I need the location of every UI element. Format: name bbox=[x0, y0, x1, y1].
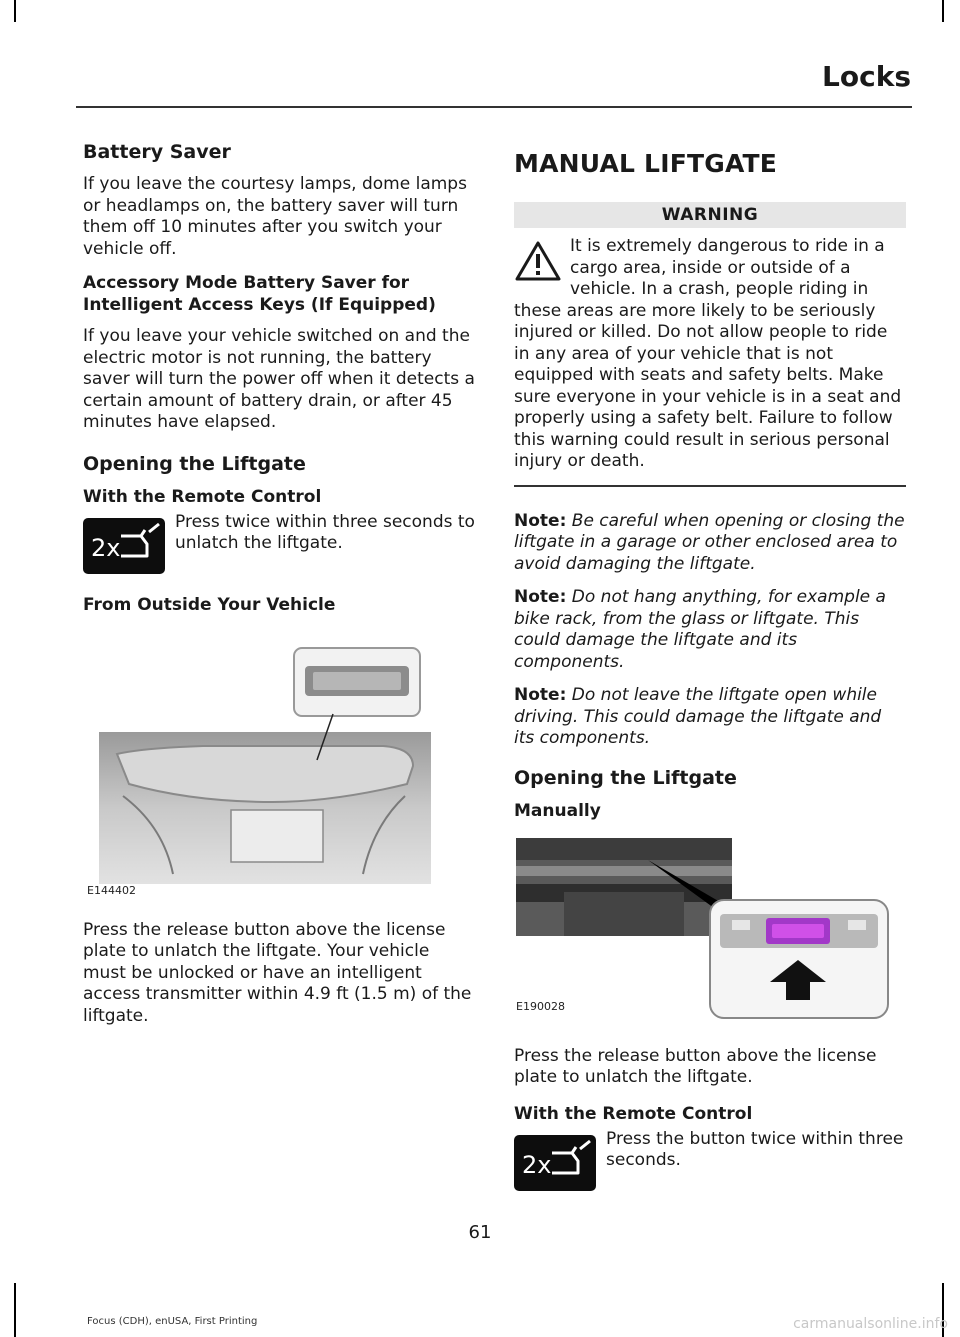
remote-text: Press the button twice within three seconds. bbox=[606, 1128, 904, 1170]
printing-info: Focus (CDH), enUSA, First Printing bbox=[87, 1316, 258, 1327]
note-label: Note: bbox=[514, 685, 567, 705]
figure-id: E190028 bbox=[516, 999, 565, 1013]
remote-icon-label: 2x bbox=[522, 1150, 552, 1179]
opening-liftgate-heading: Opening the Liftgate bbox=[514, 766, 737, 789]
warning-banner: WARNING bbox=[514, 202, 906, 228]
opening-liftgate-heading: Opening the Liftgate bbox=[83, 452, 306, 475]
battery-saver-text: If you leave the courtesy lamps, dome lamps or headlamps on, the battery saver will turn them off 10 minutes after you switch your vehicle off. bbox=[83, 174, 467, 259]
outside-text: Press the release button above the license plate to unlatch the liftgate. Your vehicle must be unlocked or have an intelligent access transmitter within 4.9 ft (1.5 m) of the liftgate. bbox=[83, 919, 472, 1026]
section-title: Locks bbox=[822, 60, 911, 93]
release-text: Press the release button above the license plate to unlatch the liftgate. bbox=[514, 1045, 877, 1087]
accessory-heading: Accessory Mode Battery Saver for Intelligent Access Keys (If Equipped) bbox=[83, 273, 436, 315]
note-3 bbox=[514, 685, 906, 750]
manual-liftgate-heading: MANUAL LIFTGATE bbox=[514, 149, 778, 178]
liftgate-release-figure bbox=[83, 626, 475, 906]
manual-release-illustration bbox=[514, 832, 906, 1020]
remote-liftgate-icon bbox=[83, 518, 165, 574]
note-label: Note: bbox=[514, 510, 567, 531]
warning-box bbox=[514, 236, 906, 485]
remote-control-heading: With the Remote Control bbox=[83, 486, 322, 507]
crop-mark bbox=[14, 0, 16, 22]
accessory-text: If you leave your vehicle switched on and the electric motor is not running, the battery saver will turn the power off when it detects a certain amount of battery drain, or after 45 minutes have elapsed. bbox=[83, 326, 475, 432]
crop-mark bbox=[942, 0, 944, 22]
crop-mark bbox=[14, 1283, 16, 1337]
outside-vehicle-heading: From Outside Your Vehicle bbox=[83, 594, 336, 615]
liftgate-illustration bbox=[83, 626, 475, 898]
note-text: Do not leave the liftgate open while driving. This could damage the liftgate and its components. bbox=[514, 685, 882, 748]
warning-divider bbox=[514, 485, 906, 487]
remote-instruction bbox=[83, 511, 475, 578]
figure-id: E144402 bbox=[87, 883, 136, 897]
remote-instruction bbox=[514, 1128, 906, 1195]
remote-icon-label: 2x bbox=[91, 533, 121, 562]
warning-text: It is extremely dangerous to ride in a cargo area, inside or outside of a vehicle. In a crash, people riding in these areas are more likely to be seriously injured or killed. Do not allow people to ride in any area of your vehicle that is not equipped with seats and safety belts. Make sure everyone in your vehicle is in a seat and properly using a safety belt. Failure to follow this warning could result in serious personal injury or death. bbox=[514, 236, 902, 471]
note-text: Do not hang anything, for example a bike rack, from the glass or liftgate. This could damage the liftgate and its components. bbox=[514, 587, 886, 672]
remote-control-heading: With the Remote Control bbox=[514, 1103, 753, 1124]
watermark: carmanualsonline.info bbox=[793, 1316, 948, 1332]
note-label: Note: bbox=[514, 587, 567, 607]
note-1 bbox=[514, 511, 906, 576]
header-divider bbox=[76, 106, 912, 108]
warning-triangle-icon bbox=[514, 240, 562, 282]
manual-release-figure bbox=[514, 832, 906, 1032]
note-2 bbox=[514, 587, 906, 673]
page-number: 61 bbox=[468, 1222, 492, 1243]
remote-liftgate-icon bbox=[514, 1135, 596, 1191]
remote-text: Press twice within three seconds to unlatch the liftgate. bbox=[175, 511, 475, 553]
manually-heading: Manually bbox=[514, 800, 601, 821]
left-column bbox=[83, 140, 475, 1039]
right-column bbox=[514, 140, 906, 1211]
battery-saver-heading: Battery Saver bbox=[83, 141, 231, 163]
note-text: Be careful when opening or closing the liftgate in a garage or other enclosed area to avoid damaging the liftgate. bbox=[514, 510, 905, 574]
